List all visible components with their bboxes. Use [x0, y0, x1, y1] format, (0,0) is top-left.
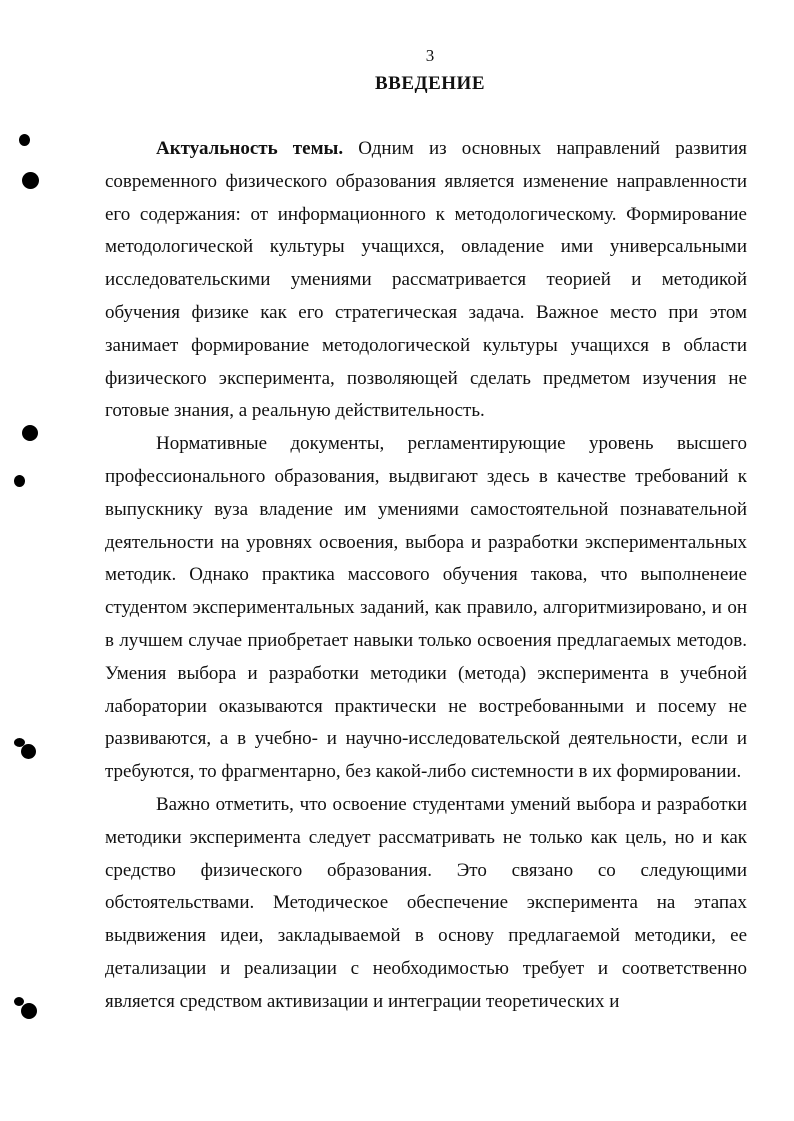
paragraph-text: Одним из основных направлений развития современного физического образования является изменение направленности его содержания: от информационного к методологическому. Формирование методологической культуры учащихся, овладение ими универсальными исследовательскими умениями рассматривается теорией и методикой обучения физике как его стратегическая задача. Важное место при этом занимает формирование методологической культуры учащихся в области физического эксперимента, позволяющей сделать предметом изучения не готовые знания, а реальную действительность. [105, 138, 747, 422]
body-text [105, 133, 747, 1019]
page-heading: ВВЕДЕНИЕ [375, 73, 485, 94]
paragraph-relevance [105, 133, 747, 428]
punch-hole-mark [22, 425, 38, 441]
paragraph-text: Нормативные документы, регламентирующие уровень высшего профессионального образования, выдвигают здесь в качестве требований к выпускнику вуза владение им умениями самостоятельной познавательной деятельности на уровнях освоения, выбора и разработки экспериментальных методик. Однако практика массового обучения такова, что выполненеие студентом экспериментальных заданий, как правило, алгоритмизировано, и он в лучшем случае приобретает навыки только освоения предлагаемых методов. Умения выбора и разработки методики (метода) эксперимента в учебной лаборатории оказываются практически не востребованными и посему не развиваются, а в учебно- и научно-исследовательской деятельности, если и требуются, то фрагментарно, без какой-либо системности в их формировании. [105, 433, 747, 783]
punch-hole-mark [14, 475, 25, 487]
punch-hole-mark [22, 172, 39, 189]
paragraph-importance [105, 789, 747, 1019]
paragraph-lead: Актуальность темы. [156, 138, 344, 159]
punch-hole-mark [21, 1003, 37, 1019]
page-number: 3 [425, 46, 435, 65]
paragraph-text: Важно отметить, что освоение студентами умений выбора и разработки методики эксперимента следует рассматривать не только как цель, но и как средство физического образования. Это связано со следующими обстоятельствами. Методическое обеспечение эксперимента на этапах выдвижения идеи, закладываемой в основу предлагаемой методики, ее детализации и реализации с необходимостью требует и соответственно является средством активизации и интеграции теоретических и [105, 793, 747, 1012]
punch-hole-mark [19, 134, 30, 146]
punch-hole-mark [21, 744, 36, 759]
paragraph-normative-documents [105, 428, 747, 789]
